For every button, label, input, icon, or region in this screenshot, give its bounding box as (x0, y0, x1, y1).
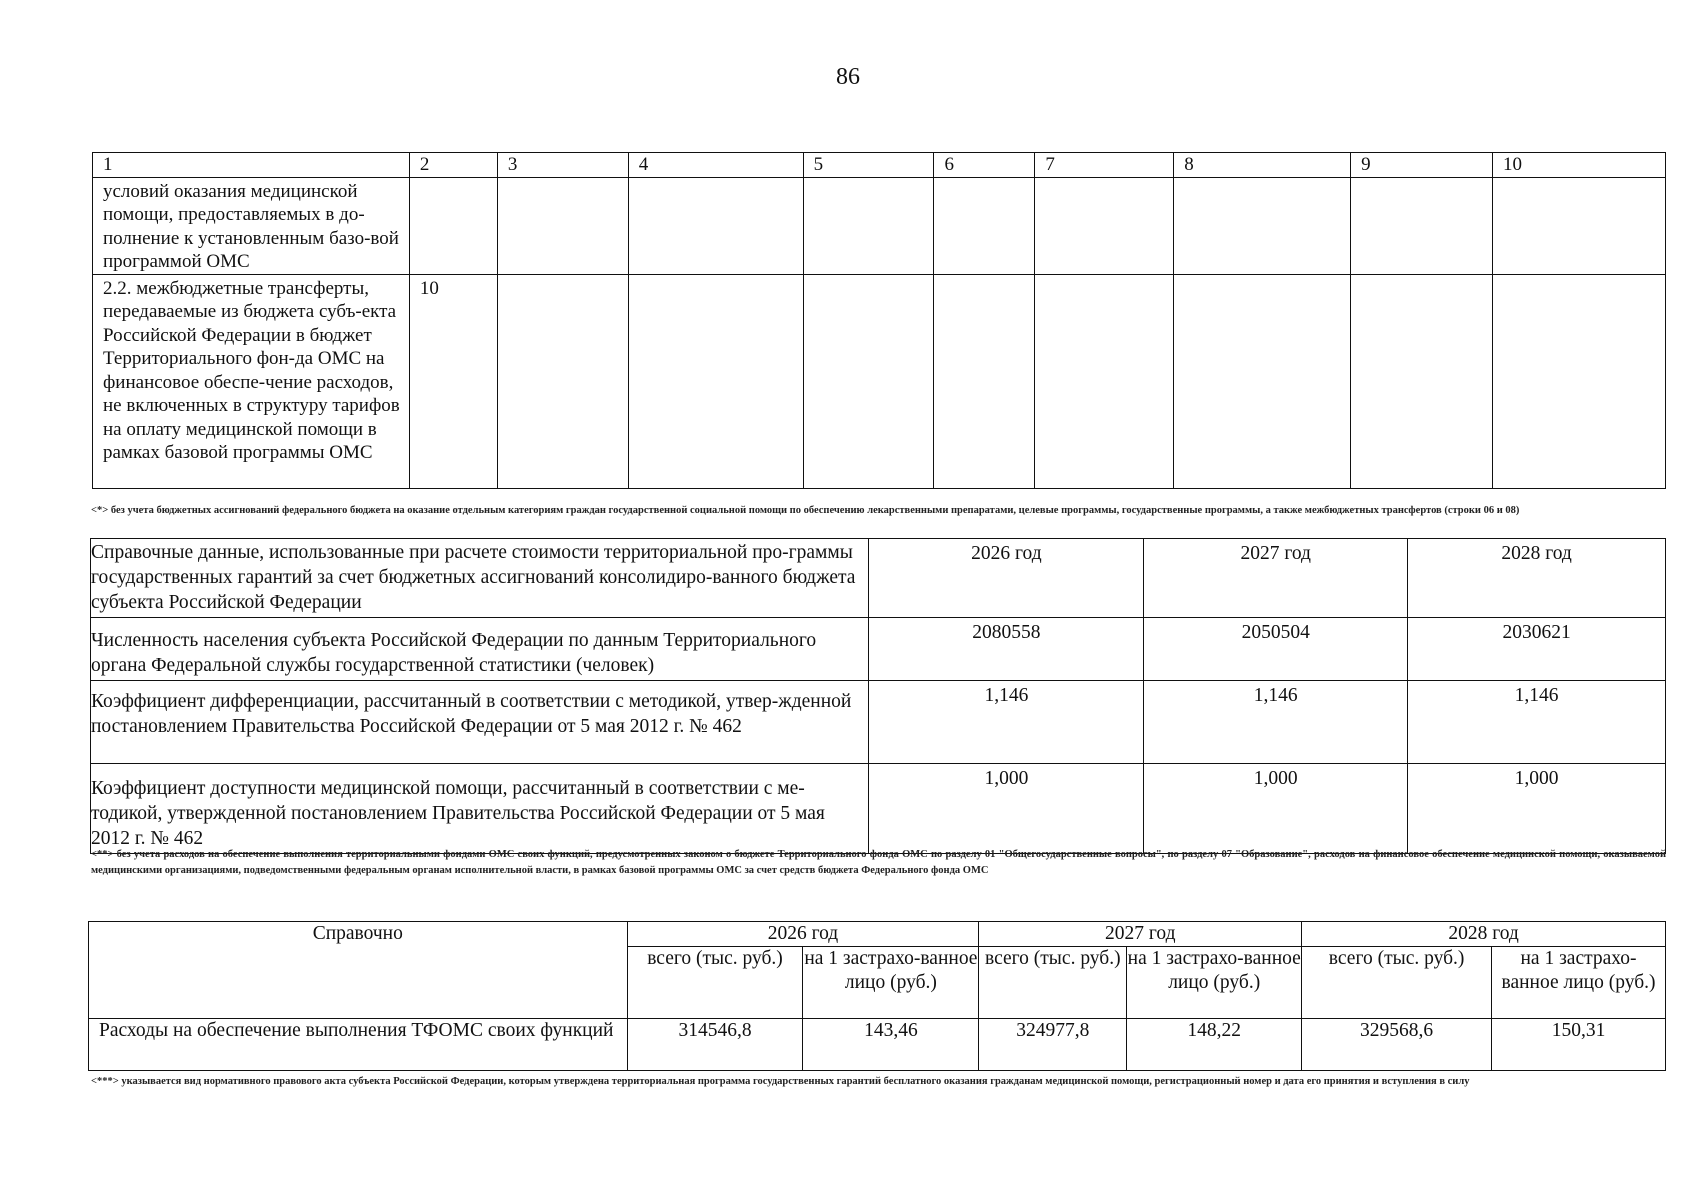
column-header: 5 (803, 153, 934, 178)
value-cell: 148,22 (1127, 1019, 1302, 1071)
value-cell: 1,146 (1144, 681, 1408, 764)
row-label: Коэффициент дифференциации, рассчитанный в соответствии с методикой, утвер-жденной постановлением Правительства Российской Федерации от 5 мая 2012 г. № 462 (91, 681, 869, 764)
table-row (93, 177, 1666, 274)
row-label: Расходы на обеспечение выполнения ТФОМС своих функций (89, 1019, 628, 1071)
value-cell: 143,46 (803, 1019, 979, 1071)
value-cell: 1,146 (1408, 681, 1666, 764)
row-label: Численность населения субъекта Российской Федерации по данным Территориального органа Федеральной службы государственной статистики (человек) (91, 618, 869, 681)
value-cell: 2050504 (1144, 618, 1408, 681)
expenses-table (88, 921, 1666, 1071)
value-cell: 1,000 (1408, 764, 1666, 854)
year-header: 2028 год (1408, 539, 1666, 618)
subheader-per-person: на 1 застрахо-ванное лицо (руб.) (803, 947, 979, 1019)
row-label: условий оказания медицинской помощи, предоставляемых в до-полнение к установленным базо-вой программой ОМС (93, 177, 410, 274)
value-cell: 150,31 (1492, 1019, 1666, 1071)
column-header: 7 (1035, 153, 1174, 178)
subheader-per-person: на 1 застрахо-ванное лицо (руб.) (1492, 947, 1666, 1019)
value-cell: 2030621 (1408, 618, 1666, 681)
column-header: 6 (934, 153, 1035, 178)
column-header: 9 (1351, 153, 1493, 178)
table-header-row (93, 153, 1666, 178)
year-header: 2027 год (1144, 539, 1408, 618)
column-header: 4 (628, 153, 803, 178)
header-label: Справочно (89, 922, 628, 1019)
value-cell: 2080558 (869, 618, 1144, 681)
column-header: 3 (497, 153, 628, 178)
row-number (409, 177, 497, 274)
value-cell: 314546,8 (627, 1019, 803, 1071)
page-number: 86 (836, 64, 860, 90)
value-cell: 1,146 (869, 681, 1144, 764)
year-header: 2028 год (1302, 922, 1666, 947)
subheader-total: всего (тыс. руб.) (627, 947, 803, 1019)
footnote-1: <*> без учета бюджетных ассигнований федерального бюджета на оказание отдельным категориям граждан государственной социальной помощи по обеспечению лекарственными препаратами, целевые программы, государственные программы, а также межбюджетных трансфертов (строки 06 и 08) (91, 505, 1520, 516)
subheader-per-person: на 1 застрахо-ванное лицо (руб.) (1127, 947, 1302, 1019)
year-header: 2026 год (627, 922, 979, 947)
column-header: 2 (409, 153, 497, 178)
footnote-2: <**> без учета расходов на обеспечение выполнения территориальными фондами ОМС своих функций, предусмотренных законом о бюджете Территориального фонда ОМС по разделу 01 "Общегосударственные вопросы", по разделу 07 "Образование", расходов на финансовое обеспечение медицинской помощи, оказываемой медицинскими организациями, подведомственными федеральным органам исполнительной власти, в рамках базовой программы ОМС за счет средств бюджета Федерального фонда ОМС (91, 849, 1666, 876)
funding-table (92, 152, 1666, 489)
value-cell: 329568,6 (1302, 1019, 1492, 1071)
subheader-total: всего (тыс. руб.) (979, 947, 1127, 1019)
row-label: 2.2. межбюджетные трансферты, передаваемые из бюджета субъ-екта Российской Федерации в бюджет Территориального фон-да ОМС на финансовое обеспе-чение расходов, не включенных в структуру тарифов на оплату медицинской помощи в рамках базовой программы ОМС (93, 274, 410, 488)
table-row (89, 1019, 1666, 1071)
row-label: Коэффициент доступности медицинской помощи, рассчитанный в соответствии с ме-тодикой, утвержденной постановлением Правительства Российской Федерации от 5 мая 2012 г. № 462 (91, 764, 869, 854)
footnote-3: <***> указывается вид нормативного правового акта субъекта Российской Федерации, которым утверждена территориальная программа государственных гарантий бесплатного оказания гражданам медицинской помощи, регистрационный номер и дата его принятия и вступления в силу (91, 1076, 1470, 1087)
column-header: 8 (1174, 153, 1351, 178)
column-header: 1 (93, 153, 410, 178)
year-header: 2027 год (979, 922, 1302, 947)
year-header: 2026 год (869, 539, 1144, 618)
value-cell: 324977,8 (979, 1019, 1127, 1071)
table-row (93, 274, 1666, 488)
table-row (91, 618, 1666, 681)
value-cell: 1,000 (869, 764, 1144, 854)
reference-data-table (90, 538, 1666, 854)
subheader-total: всего (тыс. руб.) (1302, 947, 1492, 1019)
value-cell: 1,000 (1144, 764, 1408, 854)
table-row (91, 764, 1666, 854)
header-label: Справочные данные, использованные при расчете стоимости территориальной про-граммы государственных гарантий за счет бюджетных ассигнований консолидиро-ванного бюджета субъекта Российской Федерации (91, 539, 869, 618)
column-header: 10 (1493, 153, 1666, 178)
row-number: 10 (409, 274, 497, 488)
table-header-row (91, 539, 1666, 618)
table-row (91, 681, 1666, 764)
table-header-row (89, 922, 1666, 947)
